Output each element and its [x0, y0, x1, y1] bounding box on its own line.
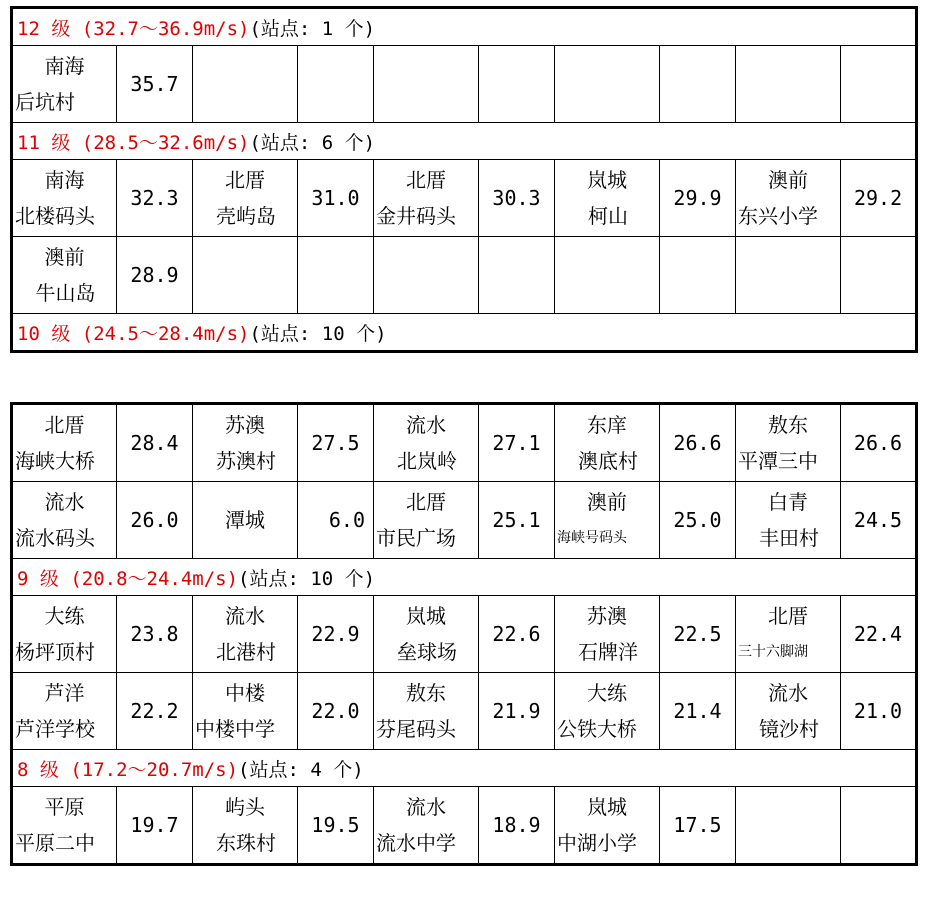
- station-site: 中楼中学: [195, 717, 275, 741]
- station-town: 北厝: [225, 168, 265, 192]
- station-town: 澳前: [768, 168, 808, 192]
- station-name-cell: [555, 673, 660, 750]
- station-name-cell: [12, 46, 117, 123]
- station-name-cell: [555, 596, 660, 673]
- station-wind-value: 18.9: [479, 787, 555, 865]
- station-town: 敖东: [768, 413, 808, 437]
- station-row: [12, 237, 917, 314]
- station-town: 岚城: [587, 168, 627, 192]
- station-site: 垒球场: [397, 640, 457, 664]
- station-town: 芦洋: [44, 681, 85, 705]
- station-town: 中楼: [225, 681, 265, 705]
- station-row: [12, 160, 917, 237]
- station-town: 北厝: [768, 604, 808, 628]
- level-12-count: (站点: 1 个): [249, 17, 376, 40]
- station-site: 三十六脚湖: [738, 644, 808, 660]
- station-town: 南海: [44, 168, 85, 192]
- level-8-count: (站点: 4 个): [238, 758, 364, 781]
- level-header-8: [12, 750, 917, 787]
- station-wind-value: 26.0: [117, 482, 193, 559]
- station-wind-value: 30.3: [479, 160, 555, 237]
- station-row: [12, 46, 917, 123]
- station-town: 岚城: [587, 795, 627, 819]
- station-site: 流水码头: [15, 526, 95, 550]
- station-wind-value: 25.1: [479, 482, 555, 559]
- station-town: 流水: [768, 681, 808, 705]
- level-header-9: [12, 559, 917, 596]
- station-site: 北楼码头: [15, 204, 95, 228]
- level-11-header: [12, 123, 917, 160]
- empty-cell: [193, 237, 298, 314]
- station-name-cell: [193, 404, 298, 482]
- station-name-cell: [12, 596, 117, 673]
- station-site: 金井码头: [376, 204, 456, 228]
- station-town: 澳前: [587, 490, 627, 514]
- level-12-header: [12, 8, 917, 46]
- station-wind-value: 29.9: [660, 160, 736, 237]
- station-name-cell: [12, 673, 117, 750]
- station-site: 平潭三中: [738, 449, 818, 473]
- wind-table-part-1: [10, 6, 918, 353]
- station-site: 海峡大桥: [15, 449, 95, 473]
- station-name-cell: [736, 673, 841, 750]
- station-site: 壳屿岛: [216, 204, 276, 228]
- station-name-cell: [736, 160, 841, 237]
- station-site: 公铁大桥: [557, 717, 637, 741]
- station-town: 苏澳: [587, 604, 627, 628]
- station-site: 芬尾码头: [376, 717, 456, 741]
- station-site: 北港村: [216, 640, 276, 664]
- level-header-10: [12, 314, 917, 352]
- level-11-count: (站点: 6 个): [249, 131, 376, 154]
- station-site: 镜沙村: [759, 717, 819, 741]
- station-town: 东庠: [587, 413, 627, 437]
- level-header-11: [12, 123, 917, 160]
- level-9-count: (站点: 10 个): [238, 567, 376, 590]
- empty-cell: [736, 787, 841, 865]
- station-name-cell: [736, 596, 841, 673]
- station-site: 牛山岛: [35, 281, 96, 305]
- empty-cell: [555, 237, 660, 314]
- level-8-range: 8 级 (17.2～20.7m/s): [17, 758, 239, 781]
- level-10-range: 10 级 (24.5～28.4m/s): [17, 322, 250, 345]
- station-name-cell: [374, 482, 479, 559]
- level-9-header: [12, 559, 917, 596]
- empty-cell: [479, 237, 555, 314]
- station-town: 澳前: [44, 245, 85, 269]
- station-wind-value: 22.4: [841, 596, 917, 673]
- station-town: 屿头: [225, 795, 265, 819]
- station-town: 流水: [406, 795, 446, 819]
- empty-cell: [479, 46, 555, 123]
- empty-cell: [660, 237, 736, 314]
- wind-table-part-2: [10, 402, 918, 866]
- station-wind-value: 24.5: [841, 482, 917, 559]
- level-10-header: [12, 314, 917, 352]
- empty-cell: [193, 46, 298, 123]
- station-name-cell: [12, 787, 117, 865]
- station-site: 澳底村: [578, 449, 638, 473]
- station-wind-value: 22.9: [298, 596, 374, 673]
- station-town: 大练: [587, 681, 627, 705]
- station-row: [12, 482, 917, 559]
- station-town: 白青: [768, 490, 808, 514]
- station-wind-value: 29.2: [841, 160, 917, 237]
- station-row: [12, 787, 917, 865]
- station-town: 流水: [225, 604, 265, 628]
- empty-cell: [841, 787, 917, 865]
- station-wind-value: 22.0: [298, 673, 374, 750]
- station-wind-value: 28.4: [117, 404, 193, 482]
- level-header-12: [12, 8, 917, 46]
- station-wind-value: 31.0: [298, 160, 374, 237]
- station-site: 北岚岭: [397, 449, 457, 473]
- station-wind-value: 27.5: [298, 404, 374, 482]
- station-row: [12, 673, 917, 750]
- station-site: 苏澳村: [216, 449, 276, 473]
- station-wind-value: 23.8: [117, 596, 193, 673]
- station-town: 敖东: [406, 681, 446, 705]
- station-wind-value: 35.7: [117, 46, 193, 123]
- empty-cell: [374, 46, 479, 123]
- station-row: [12, 596, 917, 673]
- station-name-cell: [193, 482, 298, 559]
- station-name-cell: [12, 237, 117, 314]
- station-name-cell: [12, 482, 117, 559]
- level-10-count: (站点: 10 个): [249, 322, 387, 345]
- station-town: 北厝: [44, 413, 85, 437]
- station-name-cell: [374, 160, 479, 237]
- station-wind-value: 28.9: [117, 237, 193, 314]
- empty-cell: [660, 46, 736, 123]
- empty-cell: [298, 237, 374, 314]
- station-site: 后坑村: [15, 90, 75, 114]
- station-town: 流水: [406, 413, 446, 437]
- station-name-cell: [555, 404, 660, 482]
- station-site: 杨坪顶村: [15, 640, 95, 664]
- station-name-cell: [374, 596, 479, 673]
- station-town: 南海: [44, 54, 85, 78]
- station-wind-value: 17.5: [660, 787, 736, 865]
- station-name-cell: [193, 787, 298, 865]
- station-town: 北厝: [406, 490, 446, 514]
- level-8-header: [12, 750, 917, 787]
- station-site: 石牌洋: [578, 640, 638, 664]
- station-wind-value: 32.3: [117, 160, 193, 237]
- empty-cell: [736, 237, 841, 314]
- station-name-cell: [374, 404, 479, 482]
- station-town: 大练: [44, 604, 85, 628]
- station-name-cell: [555, 160, 660, 237]
- station-wind-value: 6.0: [298, 482, 374, 559]
- empty-cell: [736, 46, 841, 123]
- level-12-range: 12 级 (32.7～36.9m/s): [17, 17, 250, 40]
- station-town: 潭城: [225, 508, 265, 532]
- station-site: 柯山: [588, 204, 628, 228]
- station-site: 海峡号码头: [557, 530, 627, 546]
- station-row: [12, 404, 917, 482]
- station-site: 流水中学: [376, 831, 456, 855]
- station-wind-value: 26.6: [841, 404, 917, 482]
- level-9-range: 9 级 (20.8～24.4m/s): [17, 567, 239, 590]
- station-name-cell: [374, 673, 479, 750]
- station-town: 流水: [44, 490, 85, 514]
- station-wind-value: 22.5: [660, 596, 736, 673]
- station-name-cell: [736, 404, 841, 482]
- empty-cell: [555, 46, 660, 123]
- station-name-cell: [12, 404, 117, 482]
- station-wind-value: 27.1: [479, 404, 555, 482]
- station-site: 东兴小学: [738, 204, 818, 228]
- station-town: 平原: [44, 795, 85, 819]
- station-site: 中湖小学: [557, 831, 637, 855]
- station-wind-value: 22.6: [479, 596, 555, 673]
- station-site: 东珠村: [216, 831, 276, 855]
- station-name-cell: [193, 673, 298, 750]
- station-wind-value: 19.5: [298, 787, 374, 865]
- station-name-cell: [736, 482, 841, 559]
- station-wind-value: 21.4: [660, 673, 736, 750]
- station-wind-value: 22.2: [117, 673, 193, 750]
- station-name-cell: [193, 596, 298, 673]
- empty-cell: [298, 46, 374, 123]
- station-site: 芦洋学校: [15, 717, 95, 741]
- station-town: 岚城: [406, 604, 446, 628]
- station-name-cell: [555, 482, 660, 559]
- station-town: 苏澳: [225, 413, 265, 437]
- station-wind-value: 26.6: [660, 404, 736, 482]
- station-wind-value: 21.0: [841, 673, 917, 750]
- station-name-cell: [555, 787, 660, 865]
- empty-cell: [374, 237, 479, 314]
- station-name-cell: [193, 160, 298, 237]
- station-wind-value: 19.7: [117, 787, 193, 865]
- empty-cell: [841, 237, 917, 314]
- level-11-range: 11 级 (28.5～32.6m/s): [17, 131, 250, 154]
- station-name-cell: [12, 160, 117, 237]
- station-wind-value: 25.0: [660, 482, 736, 559]
- station-name-cell: [374, 787, 479, 865]
- station-site: 市民广场: [376, 526, 456, 550]
- station-site: 丰田村: [759, 526, 819, 550]
- station-town: 北厝: [406, 168, 446, 192]
- station-wind-value: 21.9: [479, 673, 555, 750]
- empty-cell: [841, 46, 917, 123]
- station-site: 平原二中: [15, 831, 95, 855]
